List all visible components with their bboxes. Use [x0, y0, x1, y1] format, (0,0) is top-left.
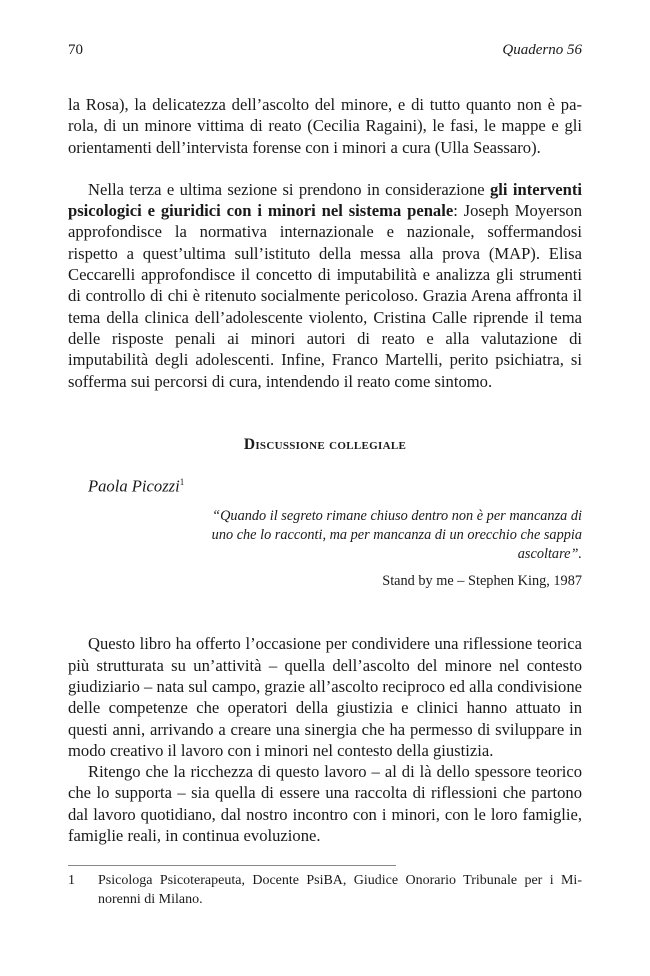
- paragraph-text: : Joseph Moyerson approfondisce la normativa internazionale e nazionale, soffermandosi rispetto a quest’ultima sull’istituto della messa alla prova (MAP). Elisa Ceccarelli approfondisce il concetto di imputabilità e analizza gli strumenti di controllo di chi è ritenuto socialmente pericoloso. Grazia Arena affronta il tema della clinica dell’adolescente violento, Cristina Calle riprende il tema delle risposte penali ai minori autori di reato e alla valutazione di imputabilità degli adolescenti. Infine, Franco Martelli, perito psichiatra, si sofferma sui percorsi di cura, intendendo il reato come sintomo.: [68, 201, 582, 391]
- epigraph-quote: “Quando il segreto rimane chiuso dentro non è per mancanza di uno che lo racconti, ma per mancanza di un orecchio che sappia ascoltare”.: [211, 508, 582, 563]
- author-line: [88, 471, 582, 498]
- section-heading: Discussione collegiale: [243, 435, 407, 453]
- paragraph-bold-phrase: gli interventi psicologici e giuridici con i minori nel sistema penale: [68, 179, 582, 221]
- page-number: 70: [68, 42, 83, 58]
- book-page: [68, 40, 582, 909]
- footnote-text: Psicologa Psicoterapeuta, Docente PsiBA, Giudice Onorario Tribunale per i Minorenni di Milano.: [98, 873, 582, 907]
- paragraph-body: Questo libro ha offerto l’occasione per condividere una riflessione teorica più strutturata su un’attività – quella dell’ascolto del minore nel contesto giudiziario – nata sul campo, grazie all’ascolto reciproco ed alla condivisione delle competenze che operatori della giustizia e clinici hanno attuato in questi anni, arrivando a creare una sinergia che ha permesso di sviluppare in modo creativo il lavoro con i minori nel contesto della giustizia.: [68, 634, 582, 760]
- paragraph-text: Nella terza e ultima sezione si prendono in considerazione: [88, 179, 490, 199]
- epigraph: [188, 507, 582, 591]
- paragraph-body: Ritengo che la ricchezza di questo lavoro – al di là dello spessore teorico che lo supporta – sia quella di essere una raccolta di riflessioni che partono dal lavoro quotidiano, dal nostro incontro con i minori, con le loro famiglie, famiglie reali, in continua evoluzione.: [68, 762, 582, 846]
- footnote-number: 1: [68, 873, 75, 889]
- running-title: Quaderno 56: [502, 42, 582, 58]
- author-name: Paola Picozzi: [88, 476, 180, 496]
- footnote-ref: 1: [179, 476, 185, 487]
- footnote: [68, 872, 582, 909]
- paragraph-third-section: [68, 179, 582, 392]
- footnote-divider: [68, 865, 396, 866]
- paragraph-continuation: la Rosa), la delicatezza dell’ascolto del minore, e di tutto quanto non è parola, di un minore vittima di reato (Cecilia Ragaini), le fasi, le mappe e gli orientamenti dell’intervista forense con i minori a cura (Ulla Seassaro).: [68, 95, 582, 157]
- epigraph-source: Stand by me – Stephen King, 1987: [382, 573, 582, 590]
- running-head: [68, 40, 582, 60]
